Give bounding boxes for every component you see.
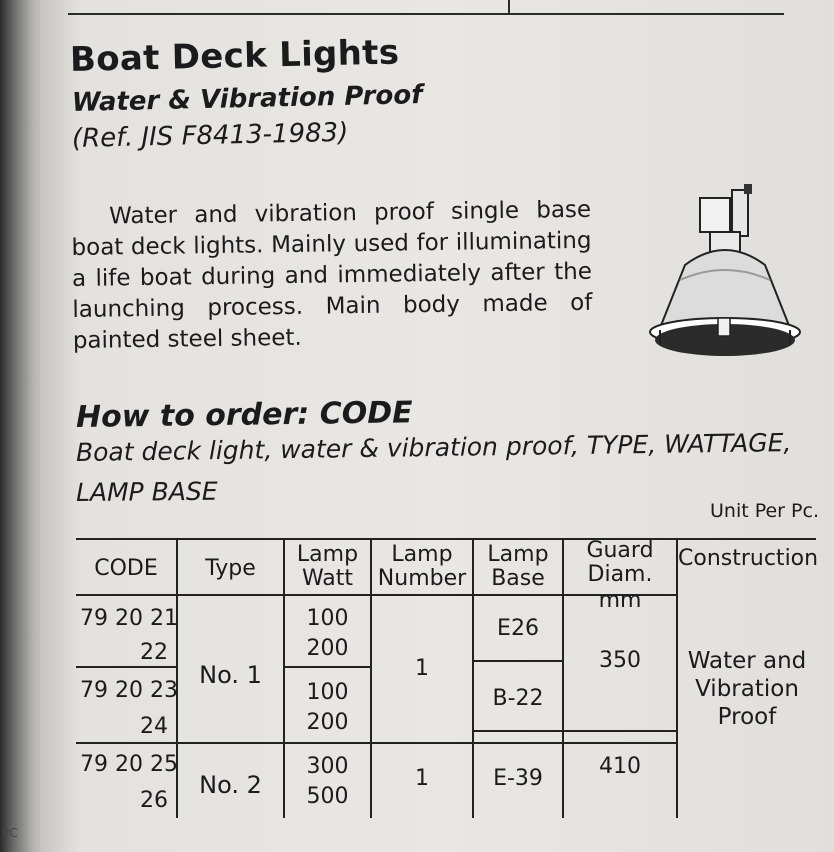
watt-cell: 100 — [306, 606, 349, 631]
guard-cell: 350 — [599, 648, 641, 673]
header-lamp-number-1: Lamp — [391, 542, 453, 567]
top-rule-divider — [508, 0, 510, 14]
watt-cell: 200 — [306, 636, 349, 661]
code-cell: 26 — [140, 788, 168, 813]
top-rule — [68, 13, 784, 15]
code-cell: 22 — [140, 640, 168, 665]
type-cell: No. 1 — [199, 661, 262, 689]
row-line — [472, 730, 562, 732]
watt-cell: 100 — [306, 680, 349, 705]
unit-note: Unit Per Pc. — [710, 500, 819, 522]
construction-line: Water and — [687, 648, 807, 674]
description — [71, 195, 593, 357]
description-text: Water and vibration proof single base boat deck lights. Mainly used for illuminating a life boat during and immediately after the launching process. Main body made of painted steel sheet. — [71, 196, 593, 354]
watt-cell: 500 — [306, 784, 349, 809]
row-line — [283, 666, 370, 668]
header-lamp-base-1: Lamp — [487, 542, 549, 567]
order-line-2: LAMP BASE — [75, 476, 218, 507]
margin-note: PC — [2, 826, 18, 840]
order-line-1: Boat deck light, water & vibration proof, TYPE, WATTAGE, — [75, 428, 792, 467]
construction-line: Proof — [717, 704, 777, 730]
header-construction: Construction — [678, 546, 819, 571]
reference: (Ref. JIS F8413-1983) — [71, 117, 349, 154]
page-title: Boat Deck Lights — [69, 32, 400, 80]
product-table — [76, 538, 819, 818]
header-lamp-watt-2: Watt — [301, 566, 354, 591]
watt-cell: 200 — [306, 710, 349, 735]
row-line — [562, 730, 676, 732]
lamp-base-cell: B-22 — [492, 686, 544, 711]
code-cell: 79 20 23 — [80, 678, 178, 703]
watt-cell: 300 — [306, 754, 349, 779]
header-lamp-base-2: Base — [491, 566, 545, 591]
row-line — [76, 742, 676, 744]
row-line — [76, 666, 176, 668]
lamp-base-cell: E26 — [497, 616, 539, 641]
order-heading: How to order: CODE — [75, 395, 413, 435]
construction-line: Vibration — [695, 676, 799, 702]
subtitle: Water & Vibration Proof — [71, 80, 423, 118]
table-top-rule — [76, 538, 816, 540]
lamp-number-cell: 1 — [415, 656, 429, 681]
lamp-base-cell: E-39 — [493, 766, 543, 791]
lamp-number-cell: 1 — [415, 766, 429, 791]
row-line — [472, 660, 562, 662]
header-code: CODE — [94, 556, 158, 581]
header-guard-2: Diam. mm — [587, 562, 653, 613]
guard-cell: 410 — [599, 754, 641, 779]
code-cell: 79 20 21 — [80, 606, 178, 631]
header-guard-1: Guard — [586, 538, 654, 563]
header-lamp-watt-1: Lamp — [296, 542, 359, 567]
deck-light-illustration — [640, 180, 810, 380]
code-cell: 24 — [140, 714, 168, 739]
code-cell: 79 20 25 — [80, 752, 178, 777]
type-cell: No. 2 — [199, 771, 262, 799]
header-lamp-number-2: Number — [377, 566, 467, 591]
header-type: Type — [205, 556, 256, 581]
